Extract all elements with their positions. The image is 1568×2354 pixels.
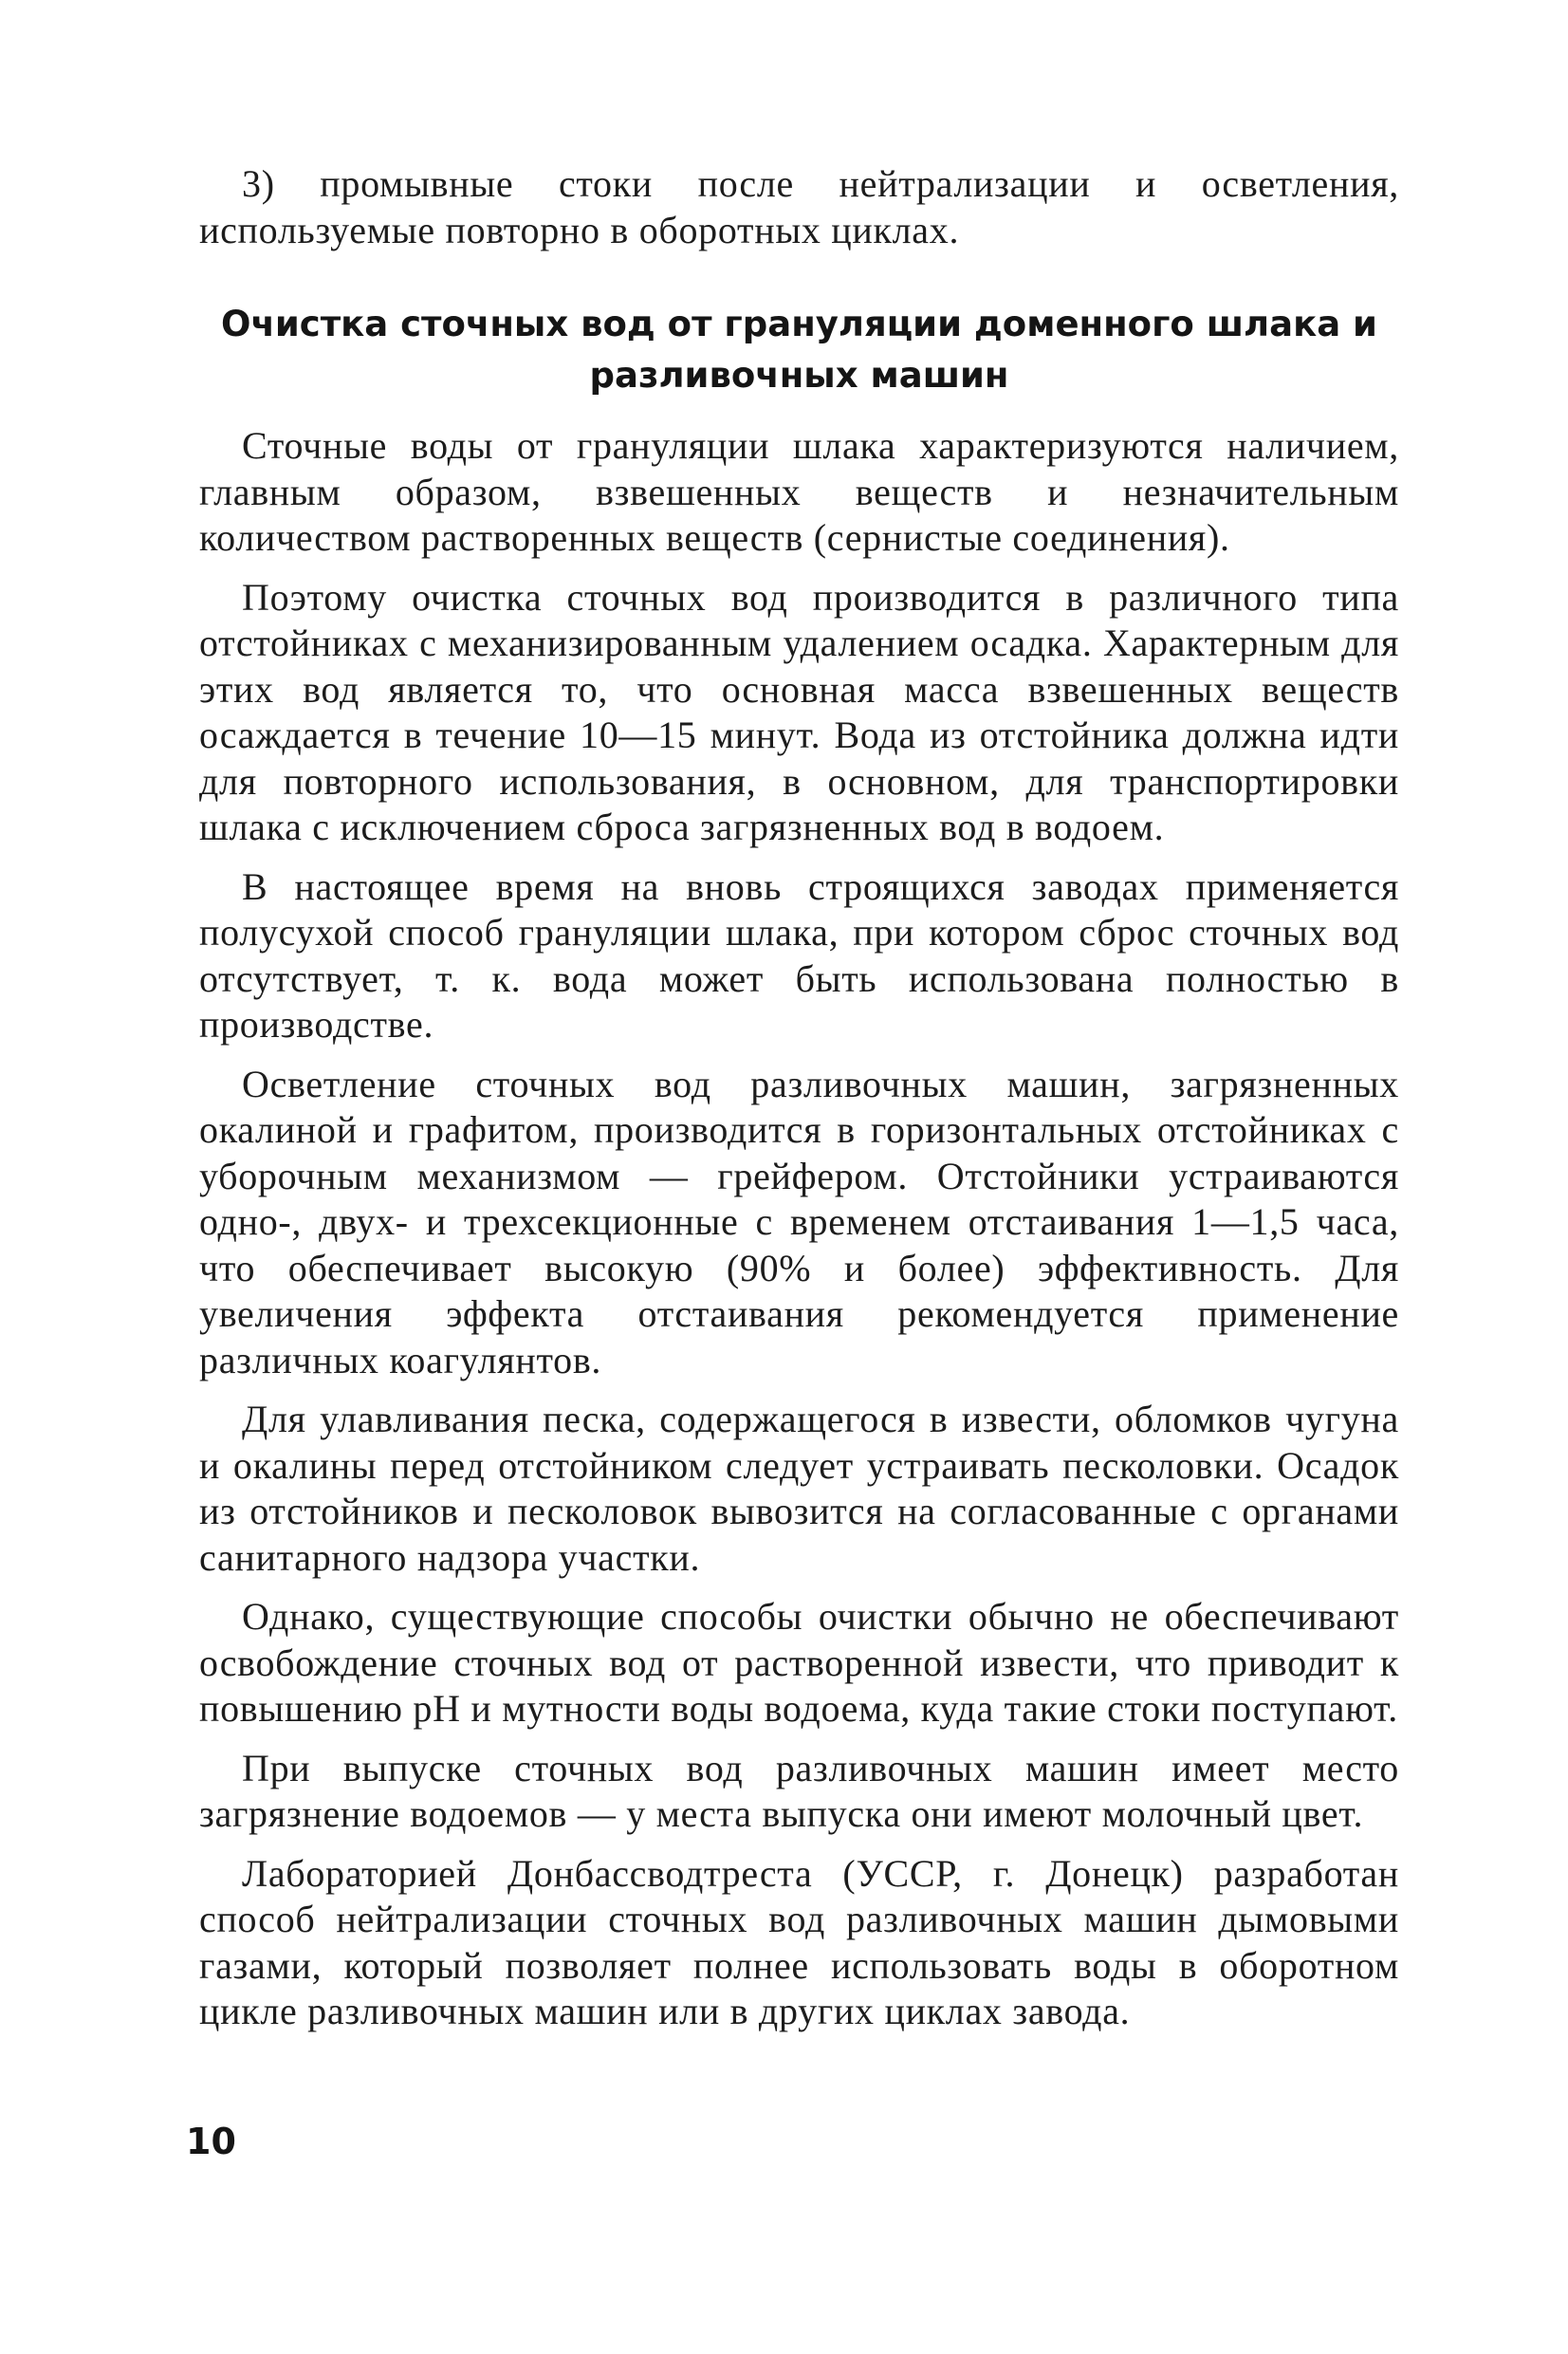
body-text — [199, 423, 1399, 2048]
paragraph-sand-traps: Для улавливания песка, содержащегося в извести, обломков чугуна и окалины перед отстойником следует устраивать песколовки. Осадок из отстойников и песколовок вывозится на согласованные с органами санитарного надзора участки. — [199, 1398, 1399, 1579]
section-heading: Очистка сточных вод от грануляции доменного шлака и разливочных машин — [221, 304, 1377, 396]
paragraph-slag-granulation: Сточные воды от грануляции шлака характеризуются наличием, главным образом, взвешенных веществ и незначительным количеством растворенных веществ (сернистые соединения). — [199, 424, 1399, 559]
intro-paragraph: 3) промывные стоки после нейтрализации и осветления, используемые повторно в оборотных циклах. — [199, 162, 1399, 251]
intro-block — [199, 161, 1399, 267]
paragraph-clarification: Осветление сточных вод разливочных машин, загрязненных окалиной и графитом, производится в горизонтальных отстойниках с уборочным механизмом — грейфером. Отстойники устраиваются одно-, двух- и трехсекционные с временем отстаивания 1—1,5 часа, что обеспечивает высокую (90% и более) эффективность. Для увеличения эффекта отстаивания рекомендуется применение различных коагулянтов. — [199, 1062, 1399, 1381]
page-number: 10 — [186, 2121, 236, 2162]
paragraph-neutralization-method: Лабораторией Донбассводтреста (УССР, г. Донецк) разработан способ нейтрализации сточных вод разливочных машин дымовыми газами, который позволяет полнее использовать воды в оборотном цикле разливочных машин или в других циклах завода. — [199, 1851, 1399, 2032]
paragraph-settling-tanks: Поэтому очистка сточных вод производится в различного типа отстойниках с механизированным удалением осадка. Характерным для этих вод является то, что основная масса взвешенных веществ осаждается в течение 10—15 минут. Вода из отстойника должна идти для повторного использования, в основном, для транспортировки шлака с исключением сброса загрязненных вод в водоем. — [199, 575, 1399, 848]
paragraph-dissolved-lime: Однако, существующие способы очистки обычно не обеспечивают освобождение сточных вод от растворенной извести, что приводит к повышению pH и мутности воды водоема, куда такие стоки поступают. — [199, 1595, 1399, 1730]
paragraph-semi-dry-method: В настоящее время на вновь строящихся заводах применяется полусухой способ грануляции шлака, при котором сброс сточных вод отсутствует, т. к. вода может быть использована полностью в производстве. — [199, 864, 1399, 1046]
paragraph-discharge: При выпуске сточных вод разливочных машин имеет место загрязнение водоемов — у места выпуска они имеют молочный цвет. — [199, 1746, 1399, 1835]
